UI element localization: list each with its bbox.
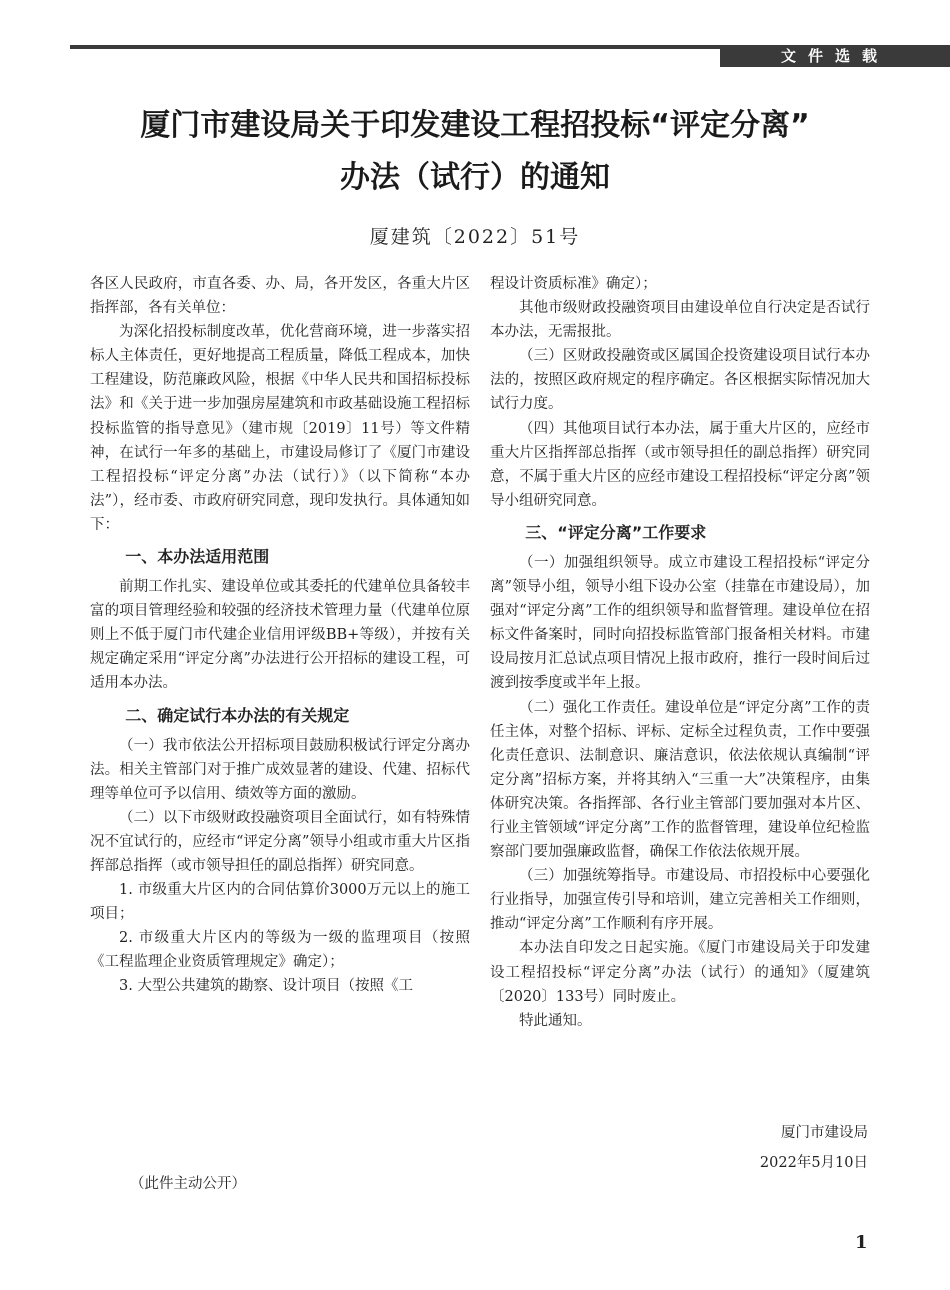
intro-paragraph: 为深化招投标制度改革，优化营商环境，进一步落实招标人主体责任，更好地提高工程质量，降低工程成本，加快工程建设，防范廉政风险，根据《中华人民共和国招标投标法》和《关于进一步加强房屋建筑和市政基础设施工程招标投标监管的指导意见》（建市规〔2019〕11号）等文件精神，在试行一年多的基础上，市建设局修订了《厦门市建设工程招投标“评定分离”办法（试行）》（以下简称“本办法”），经市委、市政府研究同意，现印发执行。具体通知如下： [90,324,470,533]
paragraph: 前期工作扎实、建设单位或其委托的代建单位具备较丰富的项目管理经验和较强的经济技术管理力量（代建单位原则上不低于厦门市代建企业信用评级BB+等级），并按有关规定确定采用“评定分离”办法进行公开招标的建设工程，可适用本办法。 [90,579,470,692]
paragraph: 其他市级财政投融资项目由建设单位自行决定是否试行本办法，无需报批。 [490,300,870,341]
paragraph: （二）强化工作责任。建设单位是“评定分离”工作的责任主体，对整个招标、评标、定标全过程负责，工作中要强化责任意识、法制意识、廉洁意识，依法依规认真编制“评定分离”招标方案，并将其纳入“三重一大”决策程序，由集体研究决策。各指挥部、各行业主管部门要加强对本片区、行业主管领域“评定分离”工作的监督管理，建设单位纪检监察部门要加强廉政监督，确保工作依法依规开展。 [490,699,870,861]
right-column [490,272,870,1033]
section-tag: 文件选载 [720,45,950,67]
paragraph: 本办法自印发之日起实施。《厦门市建设局关于印发建设工程招投标“评定分离”办法（试行）的通知》（厦建筑〔2020〕133号）同时废止。 [490,940,870,1005]
signature-block [760,1118,868,1178]
disclosure-note: （此件主动公开） [130,1176,246,1192]
list-item: 1. 市级重大片区内的合同估算价3000万元以上的施工项目； [90,882,470,923]
list-item: 2. 市级重大片区内的等级为一级的监理项目（按照《工程监理企业资质管理规定》确定）； [90,930,470,971]
list-item: 3. 大型公共建筑的勘察、设计项目（按照《工 [119,978,413,995]
signature-date: 2022年5月10日 [759,1155,868,1171]
document-number: 厦建筑〔2022〕51号 [369,226,581,248]
paragraph: （四）其他项目试行本办法，属于重大片区的，应经市重大片区指挥部总指挥（或市领导担任的副总指挥）研究同意，不属于重大片区的应经市建设工程招投标“评定分离”领导小组研究同意。 [490,420,870,509]
paragraph: （一）加强组织领导。成立市建设工程招投标“评定分离”领导小组，领导小组下设办公室（挂靠在市建设局），加强对“评定分离”工作的组织领导和监督管理。建设单位在招标文件备案时，同时向招投标监管部门报备相关材料。市建设局按月汇总试点项目情况上报市政府，推行一段时间后过渡到按季度或半年上报。 [490,554,870,692]
document-title [60,100,890,204]
paragraph: （三）区财政投融资或区属国企投资建设项目试行本办法的，按照区政府规定的程序确定。各区根据实际情况加大试行力度。 [490,348,870,413]
section-heading-3: 三、“评定分离”工作要求 [525,522,707,542]
section-heading-1: 一、本办法适用范围 [125,547,270,567]
page-number: 1 [855,1232,868,1253]
signature-org: 厦门市建设局 [781,1125,868,1141]
left-column [90,272,470,999]
title-line-2: 办法（试行）的通知 [340,160,610,195]
section-heading-2: 二、确定试行本办法的有关规定 [125,705,350,725]
paragraph: （二）以下市级财政投融资项目全面试行，如有特殊情况不宜试行的，应经市“评定分离”领导小组或市重大片区指挥部总指挥（或市领导担任的副总指挥）研究同意。 [90,809,470,874]
paragraph: （一）我市依法公开招标项目鼓励积极试行评定分离办法。相关主管部门对于推广成效显著的建设、代建、招标代理等单位可予以信用、绩效等方面的激励。 [90,737,470,802]
salutation: 各区人民政府，市直各委、办、局，各开发区，各重大片区指挥部，各有关单位： [90,276,470,317]
closing: 特此通知。 [519,1012,592,1029]
paragraph-continuation: 程设计资质标准》确定）； [490,276,657,292]
title-line-1: 厦门市建设局关于印发建设工程招投标“评定分离” [140,108,810,143]
paragraph: （三）加强统筹指导。市建设局、市招投标中心要强化行业指导，加强宣传引导和培训，建立完善相关工作细则，推动“评定分离”工作顺利有序开展。 [490,868,870,933]
